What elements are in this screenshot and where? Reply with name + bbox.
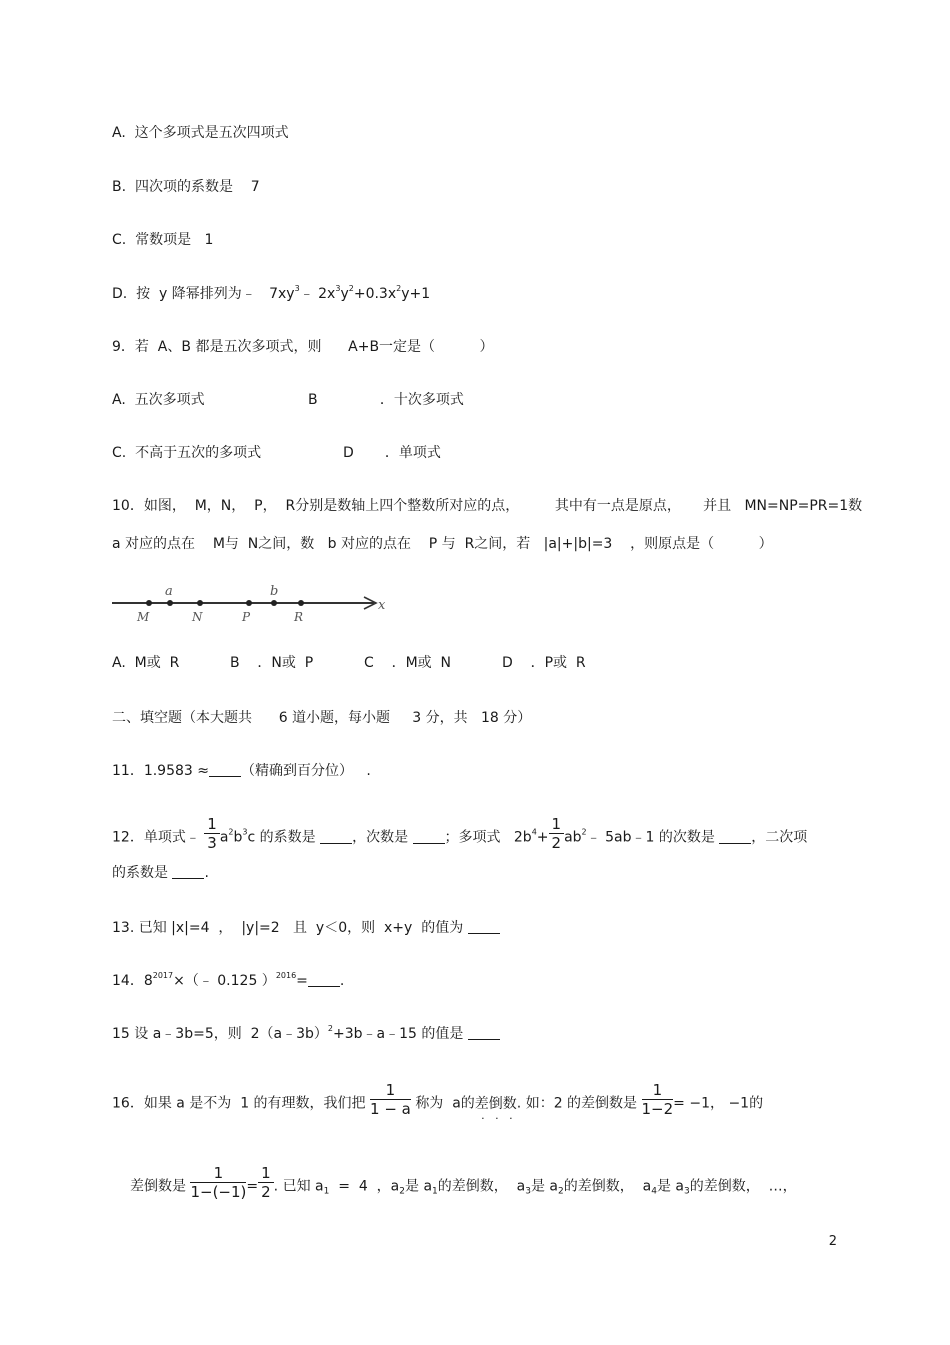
answer-blank <box>308 972 340 987</box>
point-r <box>298 600 304 606</box>
q10-option-d: D ．P或 R <box>502 655 586 671</box>
label-r: R <box>294 610 304 624</box>
answer-blank <box>468 1025 500 1040</box>
section-heading: 二、填空题（本大题共 6 道小题，每小题 3 分，共 18 分） <box>112 710 532 726</box>
answer-blank <box>209 762 241 777</box>
label-b: b <box>270 584 279 599</box>
q8-option-b: B. 四次项的系数是 7 <box>112 179 260 195</box>
q8-option-d: D. 按 y 降幂排列为﹣ $7xy^3﹣$ $2x^3y^2+0.3x^2y+1$ <box>112 284 431 302</box>
q9-option-b: B ．十次多项式 <box>308 392 464 408</box>
fraction-one-third: $\frac{1}{3}$ <box>204 815 220 852</box>
answer-blank <box>413 829 445 844</box>
point-p <box>246 600 252 606</box>
point-n <box>197 600 203 606</box>
q12-line1: 12．单项式﹣ $\frac{1}{3}$ $a^2b^3c$ 的系数是 ，次数是 ；多项式 $2b^4+$ $\frac{1}{2}$ $ab^2﹣$ 5ab﹣1 的次数是 ，二次项 <box>112 815 808 852</box>
fraction-one-over-one-minus-neg-one: $\frac{1}{1-(-1)}$ <box>190 1164 247 1201</box>
point-m <box>146 600 152 606</box>
number-line-figure <box>112 582 392 626</box>
q16-line2: 差倒数是 $\frac{1}{1-(-1)}$ = $\frac{1}{2}$ . 已知 $a_1 = 4$ ，$a_2$是 $a_1$的差倒数， $a_3$是 $a_2$的差倒数， $a_4$是 $a_3$的差倒数， …， <box>130 1164 797 1201</box>
answer-blank <box>468 919 500 934</box>
q10-option-c: C ．M或 N <box>364 655 452 671</box>
axis-label: x <box>378 598 386 613</box>
fraction-one-half: $\frac{1}{2}$ <box>258 1164 274 1201</box>
label-n: N <box>192 610 203 624</box>
q8-option-c: C. 常数项是 1 <box>112 232 214 248</box>
q10-option-a: A. M或 R <box>112 655 180 671</box>
q16-line1: 16．如果 a 是不为 1 的有理数，我们把 $\frac{1}{1 - a}$ 称为 a的差倒数. 如：2 的差倒数是 $\frac{1}{1-2}$ = −1， −1的 <box>112 1081 764 1118</box>
q14: 14．$8^{2017}\times(﹣$ 0.125 ）$^{2016}$= . <box>112 971 345 989</box>
q13: 13. 已知 |x|=4 ， |y|=2 且 y＜0，则 x+y 的值为 <box>112 918 500 938</box>
fraction-one-over-one-minus-two: $\frac{1}{1-2}$ <box>641 1081 674 1118</box>
point-b <box>271 600 277 606</box>
q10-option-b: B ．N或 P <box>230 655 314 671</box>
q9-option-a: A. 五次多项式 <box>112 392 205 408</box>
label-m: M <box>137 610 150 624</box>
label-p: P <box>242 610 251 624</box>
answer-blank <box>172 864 204 879</box>
page-number: 2 <box>828 1234 837 1249</box>
fraction-one-half: $\frac{1}{2}$ <box>549 815 565 852</box>
q8-option-a: A. 这个多项式是五次四项式 <box>112 125 289 141</box>
point-a <box>167 600 173 606</box>
q15: 15 设 a﹣3b=5，则 2（a﹣3b）$^2$+3b﹣a﹣15 的值是 <box>112 1024 500 1044</box>
q10-stem-line1: 10．如图， M，N， P， R分别是数轴上四个整数所对应的点， 其中有一点是原点， 并且 MN=NP=PR=1数 <box>112 498 863 514</box>
q9-stem: 9．若 A、B 都是五次多项式，则 A+B一定是（ ） <box>112 339 494 355</box>
fraction-one-over-one-minus-a: $\frac{1}{1 - a}$ <box>370 1081 411 1118</box>
q10-stem-line2: a 对应的点在 M与 N之间，数 b 对应的点在 P 与 R之间，若 |a|+|b|=3 ，则原点是（ ） <box>112 536 773 552</box>
q11: 11．1.9583 ≈ （精确到百分位） . <box>112 763 371 779</box>
label-a: a <box>165 584 173 599</box>
answer-blank <box>320 829 352 844</box>
q9-option-c: C. 不高于五次的多项式 <box>112 445 262 461</box>
q12-line2: 的系数是 . <box>112 865 209 881</box>
q9-option-d: D ．单项式 <box>343 445 441 461</box>
answer-blank <box>719 829 751 844</box>
